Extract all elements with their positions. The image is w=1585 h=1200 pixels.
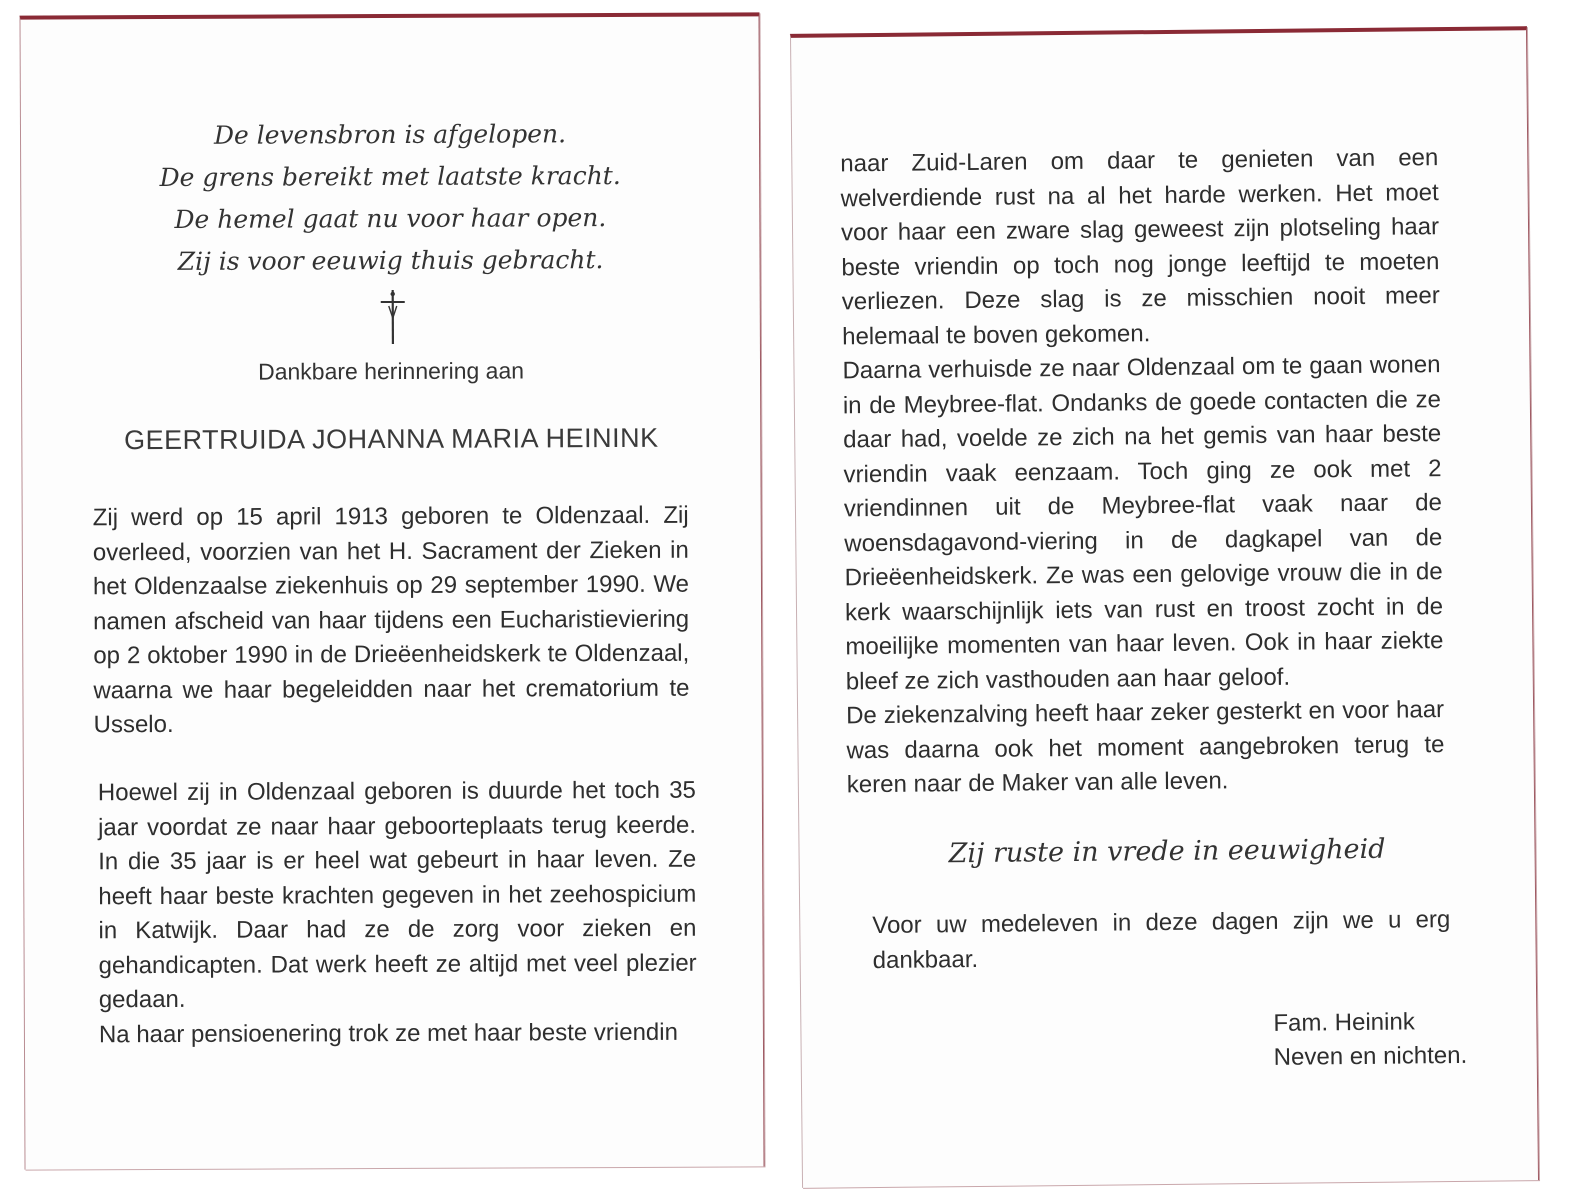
rest-in-peace-line: Zij ruste in vrede in eeuwigheid [948, 833, 1386, 870]
signature-line: Neven en nichten. [1273, 1041, 1468, 1071]
signature-block [1273, 1005, 1467, 1075]
biography-paragraph [93, 499, 690, 743]
crucifix-icon [378, 286, 408, 346]
biography-text: Zij werd op 15 april 1913 geboren te Oldenzaal. Zij overleed, voorzien van het H. Sacrament der Zieken in het Oldenzaalse ziekenhuis op 29 september 1990. We namen afscheid van haar tijdens een Eucharistieviering op 2 oktober 1990 in de Drieëenheidskerk te Oldenzaal, waarna we haar begeleidden naar het crematorium te Usselo. [92, 501, 690, 739]
poem-line: Zij is voor eeuwig thuis gebracht. [177, 245, 604, 276]
poem-line: De hemel gaat nu voor haar open. [174, 203, 607, 234]
card-right [790, 26, 1539, 1188]
signature-line: Fam. Heinink [1273, 1008, 1415, 1037]
biography-text: Hoewel zij in Oldenzaal geboren is duurde het toch 35 jaar voordat ze naar haar geboorteplaats terug keerde. In die 35 jaar is er heel wat gebeurt in haar leven. Ze heeft haar beste krachten gegeven in het zeehospicium in Katwijk. Daar had ze de zorg voor zieken en gehandicapten. Dat werk heeft ze altijd met veel plezier gedaan. [97, 776, 697, 1014]
memorial-poem [21, 112, 760, 283]
thanks-text: Voor uw medeleven in deze dagen zijn we u erg dankbaar. [872, 906, 1451, 974]
biography-text: De ziekenzalving heeft haar zeker gesterkt en voor haar was daarna ook het moment aangebroken terug te keren naar de Maker van alle leven. [845, 696, 1445, 799]
dedication-text: Dankbare herinnering aan [258, 357, 525, 385]
biography-text: Daarna verhuisde ze naar Oldenzaal om te gaan wonen in de Meybree-flat. Ondanks de goede contacten die ze daar had, voelde ze zich na het gemis van haar beste vriendin vaak eenzaam. Toch ging ze ook met 2 vriendinnen uit de Meybree-flat vaak naar de woensdagavond-viering in de dagkapel van de Drieëenheidskerk. Ze was een gelovige vrouw die in de kerk waarschijnlijk iets van rust en troost zocht in de moeilijke momenten van haar leven. Ook in haar ziekte bleef ze zich vasthouden aan haar geloof. [842, 351, 1444, 695]
biography-paragraph [840, 141, 1445, 803]
biography-text: naar Zuid-Laren om daar te genieten van een welverdiende rust na al het harde werken. Het moet voor haar een zware slag geweest zijn plotseling haar beste vriendin op toch nog jonge leeftijd te moeten verliezen. Deze slag is ze misschien nooit meer helemaal te boven gekomen. [840, 144, 1440, 350]
poem-line: De levensbron is afgelopen. [213, 119, 567, 150]
card-left [19, 12, 764, 1169]
biography-paragraph [98, 774, 697, 1053]
biography-text: Na haar pensioenering trok ze met haar beste vriendin [98, 1018, 678, 1048]
thanks-paragraph [872, 903, 1451, 978]
poem-line: De grens bereikt met laatste kracht. [159, 160, 621, 193]
deceased-name: GEERTRUIDA JOHANNA MARIA HEININK [123, 422, 659, 456]
